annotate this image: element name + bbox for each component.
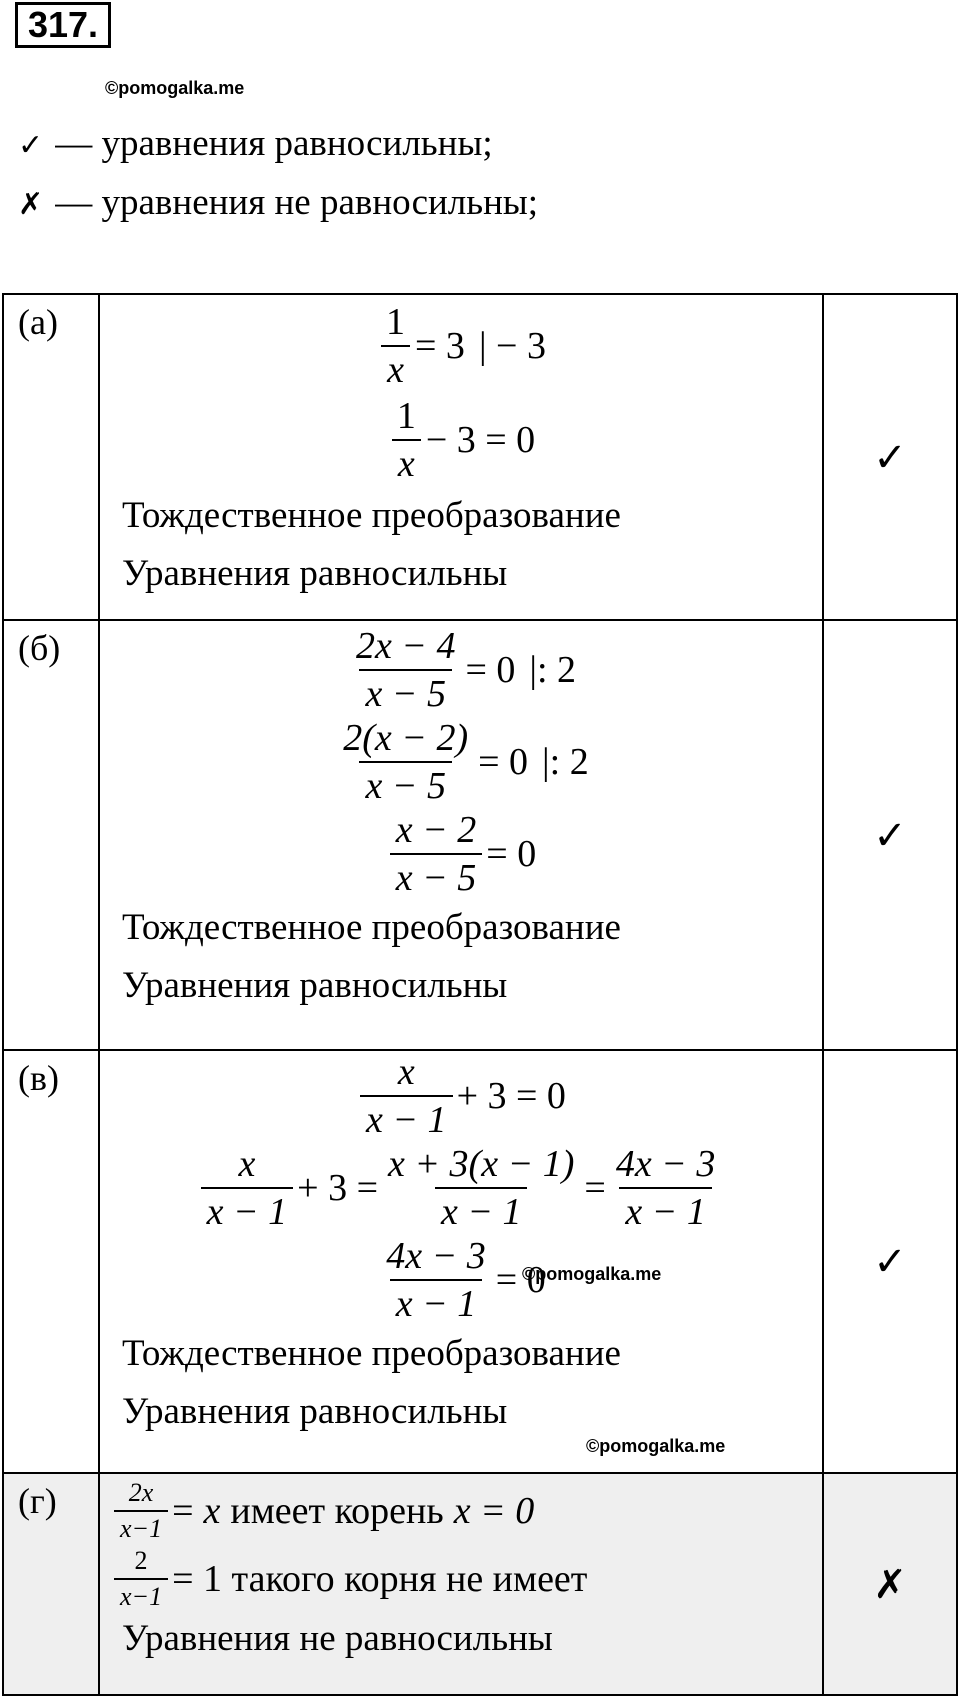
equation-operator: =	[584, 1167, 606, 1209]
denominator: x − 1	[390, 1279, 483, 1323]
equation	[110, 627, 812, 713]
row-label: (в)	[3, 1050, 99, 1473]
equation-rest: = 0	[495, 1259, 546, 1301]
fraction	[610, 1145, 722, 1231]
denominator: x	[381, 345, 410, 389]
check-icon: ✓	[823, 620, 957, 1050]
denominator: x − 5	[359, 669, 452, 713]
equation	[110, 1053, 812, 1139]
equation	[110, 1548, 812, 1610]
operation: |: 2	[529, 649, 577, 691]
numerator: x − 2	[395, 809, 477, 851]
equation-rest: = 0	[478, 741, 529, 783]
equation-rest: = 0	[486, 833, 537, 875]
check-icon: ✓	[823, 1050, 957, 1473]
solution-table	[2, 293, 958, 1696]
numerator: 2x	[128, 1478, 154, 1507]
fraction	[380, 1237, 492, 1323]
table-row-a	[3, 294, 957, 620]
fraction	[390, 811, 483, 897]
row-content	[99, 1050, 823, 1473]
legend-check	[18, 122, 493, 168]
numerator: 4x − 3	[386, 1235, 486, 1277]
legend-cross-text: — уравнения не равносильны;	[55, 182, 539, 223]
watermark-top: ©pomogalka.me	[105, 78, 245, 98]
statement-text: имеет корень	[230, 1490, 444, 1532]
equation-rest: = 0	[465, 649, 516, 691]
note-conclusion: Уравнения не равносильны	[122, 1618, 553, 1659]
denominator: x − 5	[359, 761, 452, 805]
equation	[110, 1145, 812, 1231]
note-conclusion: Уравнения равносильны	[122, 553, 508, 594]
note-transformation: Тождественное преобразование	[122, 907, 621, 948]
equation-rest: − 3 = 0	[425, 419, 536, 461]
cross-icon: ✗	[823, 1473, 957, 1695]
equation-rest: + 3 = 0	[456, 1075, 566, 1117]
operation: |: 2	[542, 741, 589, 783]
numerator: 4x − 3	[615, 1143, 716, 1185]
denominator: x − 1	[360, 1095, 453, 1139]
equation-rest: = 3	[415, 325, 465, 367]
numerator: x	[238, 1143, 256, 1185]
root-value: x = 0	[453, 1490, 535, 1532]
denominator: x − 1	[201, 1187, 294, 1231]
denominator: x−1	[114, 1578, 168, 1610]
statement-text: = 1 такого корня не имеет	[172, 1558, 588, 1600]
denominator: x − 1	[435, 1187, 528, 1231]
table-row-d	[3, 1473, 957, 1695]
numerator: 1	[386, 301, 405, 343]
problem-number: 317.	[15, 2, 111, 48]
numerator: x + 3(x − 1)	[388, 1143, 575, 1185]
row-content	[99, 294, 823, 620]
numerator: 2x − 4	[355, 625, 456, 667]
equation	[110, 811, 812, 897]
equation	[110, 719, 812, 805]
equation	[110, 303, 812, 389]
legend-check-text: — уравнения равносильны;	[55, 123, 493, 164]
note-transformation: Тождественное преобразование	[122, 495, 621, 536]
fraction	[360, 1053, 453, 1139]
denominator: x − 1	[619, 1187, 712, 1231]
fraction	[382, 1145, 580, 1231]
equation-operator: + 3 =	[297, 1167, 379, 1209]
fraction	[391, 397, 422, 483]
note-conclusion: Уравнения равносильны	[122, 1391, 508, 1432]
fraction	[114, 1480, 168, 1542]
check-icon: ✓	[823, 294, 957, 620]
denominator: x	[392, 439, 421, 483]
table-row-b	[3, 620, 957, 1050]
numerator: 2	[134, 1546, 148, 1575]
row-label: (б)	[3, 620, 99, 1050]
fraction	[114, 1548, 168, 1610]
row-content	[99, 1473, 823, 1695]
equation	[110, 397, 812, 483]
watermark-bottom: ©pomogalka.me	[586, 1436, 726, 1456]
fraction	[380, 303, 411, 389]
variable: x	[203, 1490, 221, 1532]
watermark-middle: ©pomogalka.me	[522, 1264, 662, 1284]
note-transformation: Тождественное преобразование	[122, 1333, 621, 1374]
row-label: (а)	[3, 294, 99, 620]
equation	[110, 1237, 812, 1323]
table-row-c	[3, 1050, 957, 1473]
fraction	[201, 1145, 294, 1231]
numerator: 1	[396, 395, 416, 437]
note-conclusion: Уравнения равносильны	[122, 965, 508, 1006]
row-content	[99, 620, 823, 1050]
equation-operator: =	[172, 1490, 194, 1532]
legend-cross	[18, 181, 538, 227]
denominator: x − 5	[390, 853, 483, 897]
fraction	[350, 627, 462, 713]
cross-icon: ✗	[18, 188, 44, 221]
denominator: x−1	[114, 1510, 168, 1542]
numerator: 2(x − 2)	[343, 717, 469, 759]
numerator: x	[397, 1051, 415, 1093]
operation: | − 3	[478, 325, 546, 367]
fraction	[337, 719, 474, 805]
equation	[110, 1480, 812, 1542]
row-label: (г)	[3, 1473, 99, 1695]
check-icon: ✓	[18, 129, 44, 162]
